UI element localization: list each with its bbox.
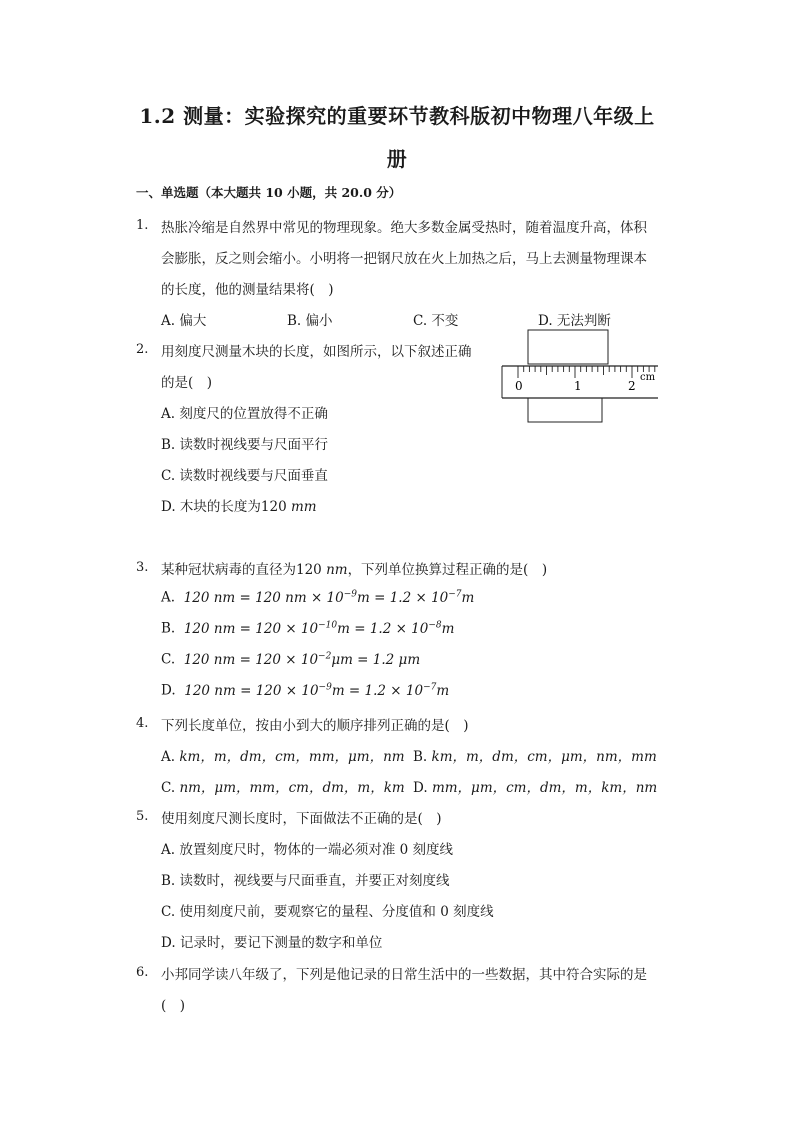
question-6-text-line: 小邦同学读八年级了，下列是他记录的日常生活中的一些数据，其中符合实际的是 bbox=[161, 967, 647, 983]
question-4-option-c: C. nm，μm，mm，cm，dm，m，km bbox=[161, 780, 405, 796]
question-4-option-a: A. km，m，dm，cm，mm，μm，nm bbox=[161, 749, 405, 765]
question-5-number: 5. bbox=[136, 809, 149, 824]
question-6-text-line: ( ) bbox=[161, 998, 186, 1014]
question-2-text-line: 用刻度尺测量木块的长度，如图所示，以下叙述正确 bbox=[161, 344, 472, 360]
ruler-unit-label: cm bbox=[640, 372, 656, 383]
question-5-option-a: A. 放置刻度尺时，物体的一端必须对准 0 刻度线 bbox=[161, 842, 454, 858]
question-3-number: 3. bbox=[136, 560, 149, 575]
document-title-continued: 册 bbox=[386, 147, 408, 171]
ruler-figure bbox=[500, 328, 660, 424]
question-3-option-c: C. 120 nm = $120 \times 10^{-2}\mu m = 1.2$ μm bbox=[161, 651, 421, 668]
question-3-option-a: A. 120 nm = 120 nm × $10^{-9}m = 1.2 \times 10^{-7}m$ bbox=[161, 589, 475, 606]
question-2-text-line: 的是( ) bbox=[161, 375, 213, 391]
question-1-text-line: 的长度，他的测量结果将( ) bbox=[161, 282, 334, 298]
question-3-option-d: D. 120 nm = $120 \times 10^{-9}m = 1.2 \times 10^{-7}m$ bbox=[161, 682, 450, 699]
question-3-option-b: B. 120 nm = $120 \times 10^{-10}m = 1.2 \times 10^{-8}m$ bbox=[161, 620, 455, 637]
question-2-option-b: B. 读数时视线要与尺面平行 bbox=[161, 437, 329, 453]
document-title: 1.2 测量：实验探究的重要环节教科版初中物理八年级上 bbox=[139, 104, 655, 128]
ruler-label-2: 2 bbox=[628, 379, 636, 393]
question-1-text-line: 热胀冷缩是自然界中常见的物理现象。绝大多数金属受热时，随着温度升高，体积 bbox=[161, 220, 647, 236]
question-2-number: 2. bbox=[136, 342, 149, 357]
question-4-number: 4. bbox=[136, 716, 149, 731]
question-4-option-d: D. mm，μm，cm，dm，m，km，nm bbox=[413, 780, 658, 796]
question-4-option-b: B. km，m，dm，cm，μm，nm，mm bbox=[413, 749, 657, 765]
question-1-text-line: 会膨胀，反之则会缩小。小明将一把钢尺放在火上加热之后，马上去测量物理课本 bbox=[161, 251, 647, 267]
question-5-option-c: C. 使用刻度尺前，要观察它的量程、分度值和 0 刻度线 bbox=[161, 904, 494, 920]
ruler-label-1: 1 bbox=[574, 379, 582, 393]
question-1-option-b: B. 偏小 bbox=[287, 313, 333, 329]
question-1-number: 1. bbox=[136, 218, 149, 233]
question-2-option-d: D. 木块的长度为120 mm bbox=[161, 499, 317, 515]
question-3-text: 某种冠状病毒的直径为120 nm，下列单位换算过程正确的是( ) bbox=[161, 562, 548, 578]
ruler-label-0: 0 bbox=[515, 379, 523, 393]
question-2-option-a: A. 刻度尺的位置放得不正确 bbox=[161, 406, 328, 422]
section-heading: 一、单选题（本大题共 10 小题，共 20.0 分） bbox=[136, 185, 402, 200]
question-1-option-a: A. 偏大 bbox=[161, 313, 207, 329]
question-6-number: 6. bbox=[136, 965, 149, 980]
question-5-option-b: B. 读数时，视线要与尺面垂直，并要正对刻度线 bbox=[161, 873, 450, 889]
question-5-option-d: D. 记录时，要记下测量的数字和单位 bbox=[161, 935, 383, 951]
question-5-text: 使用刻度尺测长度时，下面做法不正确的是( ) bbox=[161, 811, 442, 827]
question-4-text: 下列长度单位，按由小到大的顺序排列正确的是( ) bbox=[161, 718, 469, 734]
question-1-option-c: C. 不变 bbox=[413, 313, 459, 329]
question-1-option-d: D. 无法判断 bbox=[538, 313, 611, 329]
question-2-option-c: C. 读数时视线要与尺面垂直 bbox=[161, 468, 328, 484]
